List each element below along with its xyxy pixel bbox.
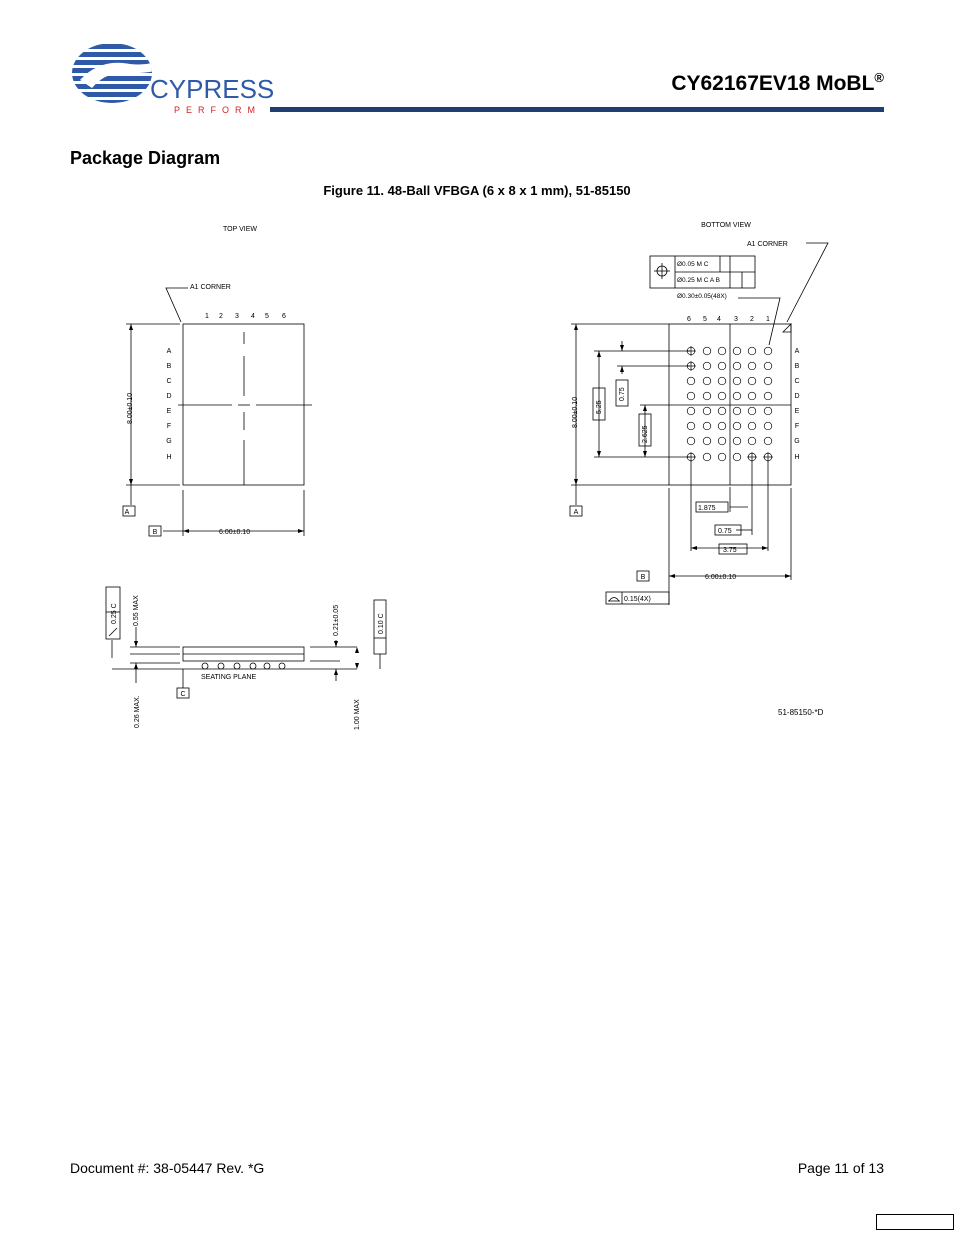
solder-ball <box>748 437 756 445</box>
bottom-row-label: A <box>794 348 800 355</box>
solder-ball <box>703 422 711 430</box>
bottom-row-label: E <box>794 408 800 415</box>
dim-width-bottom: 6.00±0.10 <box>705 574 737 581</box>
solder-ball <box>764 437 772 445</box>
a1-corner-top: A1 CORNER <box>190 284 231 291</box>
solder-ball <box>733 362 741 370</box>
solder-ball <box>748 392 756 400</box>
solder-ball <box>718 453 726 461</box>
datum-b-bottom: B <box>640 574 646 581</box>
solder-ball <box>748 407 756 415</box>
bottom-column-label: 6 <box>687 316 691 323</box>
solder-ball <box>764 422 772 430</box>
solder-ball <box>718 347 726 355</box>
figure-caption: Figure 11. 48-Ball VFBGA (6 x 8 x 1 mm), 51-85150 <box>323 183 631 198</box>
solder-ball <box>718 437 726 445</box>
bottom-column-label: 1 <box>766 316 770 323</box>
a1-corner-bottom: A1 CORNER <box>747 241 788 248</box>
bottom-view-label: BOTTOM VIEW <box>701 222 751 229</box>
solder-ball <box>748 377 756 385</box>
max-026: 0.26 MAX. <box>134 695 141 728</box>
solder-ball <box>733 392 741 400</box>
dim-075-vertical: 0.75 <box>619 387 626 401</box>
top-column-label: 3 <box>235 313 239 320</box>
solder-ball <box>687 422 695 430</box>
dim-525: 5.25 <box>596 400 603 414</box>
svg-text:CYPRESS: CYPRESS <box>150 74 275 104</box>
top-row-label: F <box>166 423 172 430</box>
bottom-row-label: F <box>794 423 800 430</box>
document-number: Document #: 38-05447 Rev. *G <box>70 1160 265 1176</box>
solder-ball <box>718 362 726 370</box>
feedback-box[interactable] <box>876 1214 954 1230</box>
flatness-010: 0.10 C <box>378 613 385 634</box>
top-column-label: 1 <box>205 313 209 320</box>
bottom-column-label: 3 <box>734 316 738 323</box>
bottom-column-label: 4 <box>717 316 721 323</box>
top-row-label: D <box>166 393 172 400</box>
section-title: Package Diagram <box>70 148 221 168</box>
ball-diameter: Ø0.30±0.05(48X) <box>677 293 727 300</box>
top-row-label: C <box>166 378 172 385</box>
datum-a-bottom: A <box>573 509 579 516</box>
flatness-tolerance: 0.15(4X) <box>624 596 651 603</box>
solder-ball <box>733 377 741 385</box>
seating-plane: SEATING PLANE <box>201 674 257 681</box>
bottom-row-label: D <box>794 393 800 400</box>
solder-ball <box>764 347 772 355</box>
parallelism-tolerance: 0.25 C <box>111 603 118 624</box>
solder-ball <box>703 362 711 370</box>
dim-width-top: 6.00±0.10 <box>219 529 251 536</box>
solder-ball <box>748 422 756 430</box>
dim-075-horizontal: 0.75 <box>718 528 732 535</box>
solder-ball <box>733 437 741 445</box>
bottom-column-label: 2 <box>750 316 754 323</box>
top-column-label: 4 <box>251 313 255 320</box>
solder-ball <box>703 453 711 461</box>
tol-pos-2: Ø0.25 M C A B <box>677 277 720 284</box>
solder-ball <box>687 407 695 415</box>
top-column-label: 6 <box>282 313 286 320</box>
solder-ball <box>718 407 726 415</box>
datum-a-top: A <box>124 509 130 516</box>
top-row-label: A <box>166 348 172 355</box>
part-number: CY62167EV18 MoBL® <box>671 70 884 95</box>
dim-2625: 2.625 <box>642 425 649 443</box>
max-055: 0.55 MAX <box>133 595 140 626</box>
solder-ball <box>718 377 726 385</box>
solder-ball <box>718 422 726 430</box>
solder-ball <box>703 347 711 355</box>
bottom-column-label: 5 <box>703 316 707 323</box>
drawing-number: 51-85150-*D <box>778 708 824 717</box>
solder-ball <box>703 392 711 400</box>
bottom-row-label: C <box>794 378 800 385</box>
solder-ball <box>764 392 772 400</box>
solder-ball <box>764 362 772 370</box>
solder-ball <box>703 437 711 445</box>
solder-ball <box>687 437 695 445</box>
solder-ball <box>748 347 756 355</box>
solder-ball <box>733 347 741 355</box>
solder-ball <box>703 377 711 385</box>
top-column-label: 2 <box>219 313 223 320</box>
solder-ball <box>687 377 695 385</box>
top-row-label: E <box>166 408 172 415</box>
bottom-row-label: B <box>794 363 800 370</box>
datum-c: C <box>180 691 186 698</box>
solder-ball <box>733 407 741 415</box>
solder-ball <box>748 362 756 370</box>
solder-ball <box>764 377 772 385</box>
solder-ball <box>703 407 711 415</box>
bottom-row-label: H <box>794 454 800 461</box>
page-number: Page 11 of 13 <box>797 1160 884 1176</box>
solder-ball <box>687 392 695 400</box>
top-row-label: B <box>166 363 172 370</box>
solder-ball <box>733 453 741 461</box>
dim-1875: 1.875 <box>698 505 716 512</box>
bottom-row-label: G <box>794 438 800 445</box>
top-row-label: G <box>166 438 172 445</box>
top-column-label: 5 <box>265 313 269 320</box>
svg-text:PERFORM: PERFORM <box>174 105 261 115</box>
solder-ball <box>764 407 772 415</box>
top-row-label: H <box>166 454 172 461</box>
datum-b-top: B <box>152 529 158 536</box>
dim-021: 0.21±0.05 <box>333 604 340 636</box>
dim-height-top: 8.00±0.10 <box>127 392 134 424</box>
solder-ball <box>718 392 726 400</box>
dim-height-bottom: 8.00±0.10 <box>572 396 579 428</box>
max-100: 1.00 MAX <box>354 699 361 730</box>
solder-ball <box>733 422 741 430</box>
tol-pos-1: Ø0.05 M C <box>677 261 709 268</box>
dim-375: 3.75 <box>723 547 737 554</box>
top-view-label: TOP VIEW <box>223 226 257 233</box>
